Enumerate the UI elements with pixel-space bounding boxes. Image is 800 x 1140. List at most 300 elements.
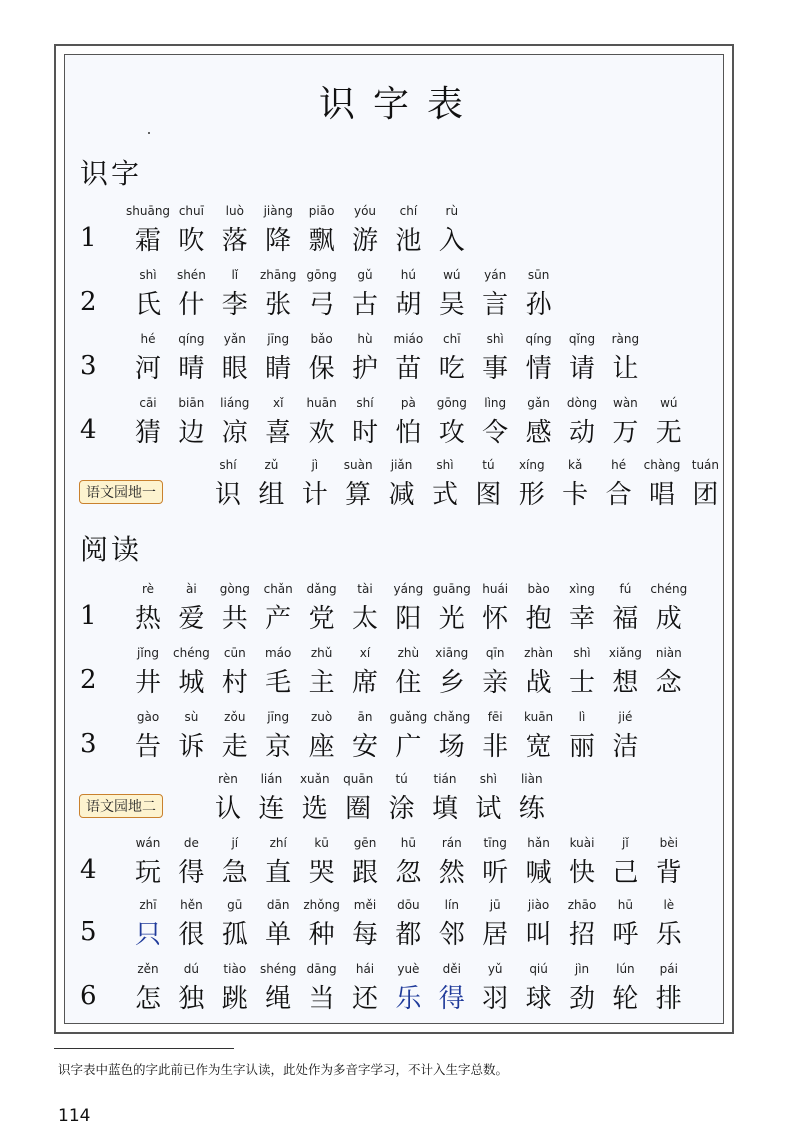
pinyin: máo <box>264 646 292 660</box>
pinyin: zhāo <box>567 898 597 912</box>
hanzi: 福 <box>612 604 639 634</box>
hanzi: 直 <box>265 858 292 888</box>
pinyin: jí <box>231 836 239 850</box>
pinyin: fú <box>619 582 632 596</box>
character-cell <box>256 708 300 764</box>
pinyin: hái <box>355 962 375 976</box>
pinyin: shì <box>573 646 591 660</box>
hanzi: 叫 <box>525 920 552 950</box>
character-cell <box>473 708 517 764</box>
hanzi: 氏 <box>134 290 161 320</box>
hanzi: 绳 <box>265 984 292 1014</box>
character-cell <box>603 834 647 890</box>
character-cell <box>380 770 424 826</box>
hanzi: 抱 <box>525 604 552 634</box>
character-cell <box>169 834 213 890</box>
hanzi: 党 <box>308 604 335 634</box>
character-cell <box>300 708 344 764</box>
pinyin: jǐ <box>622 836 629 850</box>
character-cell <box>647 896 691 952</box>
pinyin: jiào <box>527 898 550 912</box>
character-cell <box>126 708 170 764</box>
hanzi: 听 <box>482 858 509 888</box>
character-cell <box>336 456 380 512</box>
pinyin: jǐng <box>137 646 159 660</box>
hanzi: 告 <box>134 732 161 762</box>
hanzi: 填 <box>431 794 458 824</box>
lesson-number: 3 <box>80 351 97 381</box>
hanzi: 己 <box>612 858 639 888</box>
lesson-number: 3 <box>80 729 97 759</box>
pinyin: chī <box>443 332 461 346</box>
character-cell <box>300 834 344 890</box>
hanzi: 认 <box>214 794 241 824</box>
lesson-row <box>0 960 800 1024</box>
hanzi: 喜 <box>265 418 292 448</box>
character-cell <box>386 202 430 258</box>
hanzi: 然 <box>438 858 465 888</box>
pinyin: kū <box>314 836 329 850</box>
character-cell <box>510 456 554 512</box>
character-cell <box>517 644 561 700</box>
pinyin: hù <box>357 332 373 346</box>
pinyin: děi <box>442 962 461 976</box>
character-cell <box>517 896 561 952</box>
hanzi: 幸 <box>568 604 595 634</box>
hanzi: 井 <box>134 668 161 698</box>
hanzi: 组 <box>258 480 285 510</box>
pinyin: piāo <box>308 204 335 218</box>
character-cell <box>169 266 213 322</box>
pinyin: qíng <box>525 332 552 346</box>
pinyin: suàn <box>343 458 373 472</box>
pinyin: wán <box>135 836 161 850</box>
hanzi: 单 <box>265 920 292 950</box>
lesson-row <box>0 330 800 394</box>
character-cell <box>647 394 691 450</box>
pinyin: xìng <box>569 582 595 596</box>
hanzi: 主 <box>308 668 335 698</box>
character-cell <box>213 644 257 700</box>
hanzi: 亲 <box>482 668 509 698</box>
hanzi: 吹 <box>178 226 205 256</box>
pinyin: huái <box>482 582 509 596</box>
hanzi: 阳 <box>395 604 422 634</box>
character-cell <box>256 266 300 322</box>
hanzi: 快 <box>568 858 595 888</box>
hanzi: 居 <box>482 920 509 950</box>
hanzi: 球 <box>525 984 552 1014</box>
pinyin: rán <box>441 836 462 850</box>
hanzi: 令 <box>482 418 509 448</box>
pinyin: lè <box>663 898 675 912</box>
pinyin: shì <box>479 772 497 786</box>
character-cell <box>473 580 517 636</box>
hanzi: 独 <box>178 984 205 1014</box>
lesson-row <box>0 580 800 644</box>
pinyin: pái <box>659 962 678 976</box>
lesson-number: 4 <box>80 415 97 445</box>
hanzi: 乐 <box>655 920 682 950</box>
hanzi: 广 <box>395 732 422 762</box>
character-cell <box>473 896 517 952</box>
hanzi: 很 <box>178 920 205 950</box>
pinyin: tú <box>395 772 408 786</box>
pinyin: tián <box>433 772 457 786</box>
character-cell <box>126 202 170 258</box>
hanzi: 请 <box>568 354 595 384</box>
character-cell <box>430 266 474 322</box>
character-cell <box>343 960 387 1016</box>
character-cell <box>603 960 647 1016</box>
hanzi: 非 <box>482 732 509 762</box>
hanzi: 村 <box>221 668 248 698</box>
pinyin: hū <box>400 836 416 850</box>
hanzi: 走 <box>221 732 248 762</box>
character-cell <box>213 580 257 636</box>
character-cell <box>386 266 430 322</box>
character-cell <box>647 580 691 636</box>
pinyin: wú <box>660 396 678 410</box>
pinyin: cūn <box>223 646 246 660</box>
pinyin: zhāng <box>259 268 297 282</box>
character-cell <box>517 960 561 1016</box>
pinyin: jìn <box>574 962 590 976</box>
ink-dot <box>148 132 150 134</box>
pinyin: rèn <box>218 772 238 786</box>
character-cell <box>169 708 213 764</box>
pinyin: wú <box>443 268 461 282</box>
character-cell <box>386 394 430 450</box>
pinyin: jiǎn <box>390 458 413 472</box>
hanzi: 万 <box>612 418 639 448</box>
character-cell <box>300 960 344 1016</box>
hanzi: 孤 <box>221 920 248 950</box>
lesson-number: 2 <box>80 287 97 317</box>
lesson-number: 5 <box>80 917 97 947</box>
pinyin: yǎn <box>223 332 246 346</box>
hanzi: 合 <box>605 480 632 510</box>
pinyin: zhí <box>269 836 287 850</box>
character-cell <box>473 960 517 1016</box>
lesson-number: 2 <box>80 665 97 695</box>
character-cell <box>560 394 604 450</box>
character-cell <box>336 770 380 826</box>
lesson-row <box>0 394 800 458</box>
pinyin: shì <box>436 458 454 472</box>
hanzi: 安 <box>351 732 378 762</box>
pinyin: luò <box>225 204 244 218</box>
character-cell <box>126 330 170 386</box>
pinyin: shén <box>176 268 206 282</box>
hanzi: 跳 <box>221 984 248 1014</box>
pinyin: chàng <box>643 458 681 472</box>
hanzi: 毛 <box>265 668 292 698</box>
pinyin: zěn <box>137 962 159 976</box>
lesson-row <box>0 896 800 960</box>
pinyin: qíng <box>178 332 205 346</box>
pinyin: xuǎn <box>299 772 330 786</box>
character-cell <box>213 202 257 258</box>
hanzi: 弓 <box>308 290 335 320</box>
pinyin: chí <box>399 204 418 218</box>
hanzi: 连 <box>258 794 285 824</box>
hanzi: 士 <box>568 668 595 698</box>
hanzi: 喊 <box>525 858 552 888</box>
pinyin: lián <box>260 772 283 786</box>
hanzi: 情 <box>525 354 552 384</box>
character-cell <box>213 960 257 1016</box>
pinyin: tài <box>357 582 373 596</box>
pinyin: chǎng <box>433 710 471 724</box>
character-cell <box>386 834 430 890</box>
hanzi: 式 <box>431 480 458 510</box>
hanzi: 无 <box>655 418 682 448</box>
character-cell <box>430 896 474 952</box>
character-cell <box>343 896 387 952</box>
pinyin: gēn <box>353 836 377 850</box>
pinyin: jū <box>489 898 501 912</box>
character-cell <box>560 580 604 636</box>
hanzi: 玩 <box>134 858 161 888</box>
character-cell <box>386 708 430 764</box>
character-cell <box>256 202 300 258</box>
character-cell <box>256 644 300 700</box>
hanzi: 怕 <box>395 418 422 448</box>
character-cell <box>126 834 170 890</box>
pinyin: kǎ <box>568 458 583 472</box>
hanzi: 排 <box>655 984 682 1014</box>
pinyin: zhù <box>397 646 420 660</box>
pinyin: guāng <box>432 582 471 596</box>
character-cell <box>213 330 257 386</box>
character-cell <box>466 456 510 512</box>
hanzi: 当 <box>308 984 335 1014</box>
hanzi-polyphonic: 只 <box>134 920 161 950</box>
character-cell <box>430 394 474 450</box>
hanzi: 洁 <box>612 732 639 762</box>
pinyin: bǎo <box>310 332 333 346</box>
pinyin: yǔ <box>487 962 503 976</box>
character-cell <box>430 202 474 258</box>
character-cell <box>169 644 213 700</box>
pinyin: xǐ <box>272 396 284 410</box>
character-cell <box>473 644 517 700</box>
character-cell <box>560 708 604 764</box>
character-cell <box>256 896 300 952</box>
pinyin: pà <box>400 396 416 410</box>
hanzi-polyphonic: 乐 <box>395 984 422 1014</box>
character-cell <box>126 960 170 1016</box>
pinyin: tīng <box>483 836 507 850</box>
pinyin: xiāng <box>435 646 469 660</box>
hanzi: 每 <box>351 920 378 950</box>
lesson-row <box>0 708 800 772</box>
character-cell <box>647 960 691 1016</box>
pinyin: jiàng <box>263 204 293 218</box>
hanzi: 涂 <box>388 794 415 824</box>
character-cell <box>256 960 300 1016</box>
hanzi: 共 <box>221 604 248 634</box>
hanzi: 练 <box>518 794 545 824</box>
hanzi: 唱 <box>648 480 675 510</box>
garden-badge: 语文园地二 <box>79 794 163 818</box>
character-cell <box>293 770 337 826</box>
character-cell <box>343 834 387 890</box>
pinyin: miáo <box>393 332 424 346</box>
pinyin: hǎn <box>527 836 550 850</box>
hanzi: 诉 <box>178 732 205 762</box>
hanzi: 都 <box>395 920 422 950</box>
pinyin: gū <box>227 898 243 912</box>
pinyin: chǎn <box>263 582 293 596</box>
hanzi: 凉 <box>221 418 248 448</box>
hanzi: 游 <box>351 226 378 256</box>
character-cell <box>343 202 387 258</box>
pinyin: sù <box>184 710 199 724</box>
hanzi: 乡 <box>438 668 465 698</box>
character-cell <box>640 456 684 512</box>
pinyin: fēi <box>487 710 503 724</box>
pinyin: bào <box>527 582 550 596</box>
pinyin: shuāng <box>126 204 171 218</box>
lesson-row <box>0 834 800 898</box>
hanzi: 落 <box>221 226 248 256</box>
character-cell <box>560 330 604 386</box>
hanzi: 呼 <box>612 920 639 950</box>
pinyin: ān <box>357 710 373 724</box>
hanzi: 保 <box>308 354 335 384</box>
hanzi: 哭 <box>308 858 335 888</box>
character-cell <box>603 896 647 952</box>
character-cell <box>683 456 727 512</box>
character-cell <box>169 202 213 258</box>
hanzi: 热 <box>134 604 161 634</box>
character-cell <box>249 456 293 512</box>
pinyin: gōng <box>306 268 337 282</box>
character-cell <box>430 834 474 890</box>
pinyin: xíng <box>518 458 545 472</box>
garden-badge: 语文园地一 <box>79 480 163 504</box>
lesson-number: 1 <box>80 601 97 631</box>
pinyin: zǔ <box>264 458 279 472</box>
hanzi: 张 <box>265 290 292 320</box>
pinyin: gòng <box>219 582 250 596</box>
lesson-row <box>0 644 800 708</box>
character-cell <box>249 770 293 826</box>
hanzi: 时 <box>351 418 378 448</box>
character-cell <box>603 644 647 700</box>
pinyin: gǔ <box>357 268 373 282</box>
character-cell <box>169 960 213 1016</box>
character-cell <box>213 266 257 322</box>
character-cell <box>380 456 424 512</box>
character-cell <box>126 896 170 952</box>
character-cell <box>517 330 561 386</box>
hanzi: 京 <box>265 732 292 762</box>
pinyin: lì <box>578 710 586 724</box>
footnote: 识字表中蓝色的字此前已作为生字认读，此处作为多音字学习，不计入生字总数。 <box>58 1062 509 1077</box>
lesson-number: 6 <box>80 981 97 1011</box>
character-cell <box>300 266 344 322</box>
hanzi: 河 <box>134 354 161 384</box>
pinyin: xiǎng <box>608 646 642 660</box>
character-cell <box>126 394 170 450</box>
character-cell <box>560 960 604 1016</box>
hanzi: 什 <box>178 290 205 320</box>
pinyin: chéng <box>650 582 688 596</box>
character-cell <box>517 266 561 322</box>
pinyin: tiào <box>223 962 247 976</box>
pinyin: qiú <box>529 962 548 976</box>
hanzi: 言 <box>482 290 509 320</box>
pinyin: yáng <box>393 582 424 596</box>
character-cell <box>343 394 387 450</box>
pinyin: niàn <box>655 646 682 660</box>
pinyin: gǎn <box>527 396 550 410</box>
character-cell <box>473 330 517 386</box>
pinyin: dú <box>183 962 199 976</box>
pinyin: kuài <box>569 836 595 850</box>
character-cell <box>256 834 300 890</box>
hanzi: 减 <box>388 480 415 510</box>
pinyin: huān <box>306 396 337 410</box>
pinyin: jīng <box>267 332 290 346</box>
character-cell <box>300 896 344 952</box>
pinyin: rè <box>141 582 155 596</box>
hanzi: 选 <box>301 794 328 824</box>
pinyin: dòng <box>566 396 598 410</box>
pinyin: de <box>183 836 199 850</box>
character-cell <box>169 580 213 636</box>
hanzi: 计 <box>301 480 328 510</box>
pinyin: liáng <box>220 396 250 410</box>
pinyin: dōu <box>397 898 420 912</box>
character-cell <box>517 708 561 764</box>
pinyin: jīng <box>267 710 290 724</box>
hanzi: 城 <box>178 668 205 698</box>
hanzi: 李 <box>221 290 248 320</box>
pinyin: biān <box>178 396 205 410</box>
character-cell <box>300 202 344 258</box>
page-number: 114 <box>58 1106 91 1126</box>
hanzi: 睛 <box>265 354 292 384</box>
character-cell <box>473 834 517 890</box>
character-cell <box>300 580 344 636</box>
hanzi: 急 <box>221 858 248 888</box>
hanzi: 丽 <box>568 732 595 762</box>
character-cell <box>597 456 641 512</box>
hanzi: 跟 <box>351 858 378 888</box>
pinyin: cāi <box>139 396 157 410</box>
character-cell <box>386 580 430 636</box>
hanzi: 攻 <box>438 418 465 448</box>
pinyin: ràng <box>611 332 640 346</box>
character-cell <box>386 896 430 952</box>
pinyin: qǐng <box>568 332 596 346</box>
character-cell <box>343 330 387 386</box>
pinyin: shéng <box>259 962 297 976</box>
character-cell <box>430 708 474 764</box>
hanzi: 欢 <box>308 418 335 448</box>
character-cell <box>169 394 213 450</box>
character-cell <box>430 960 474 1016</box>
character-cell <box>603 394 647 450</box>
hanzi: 爱 <box>178 604 205 634</box>
hanzi: 晴 <box>178 354 205 384</box>
hanzi: 动 <box>568 418 595 448</box>
character-cell <box>343 266 387 322</box>
